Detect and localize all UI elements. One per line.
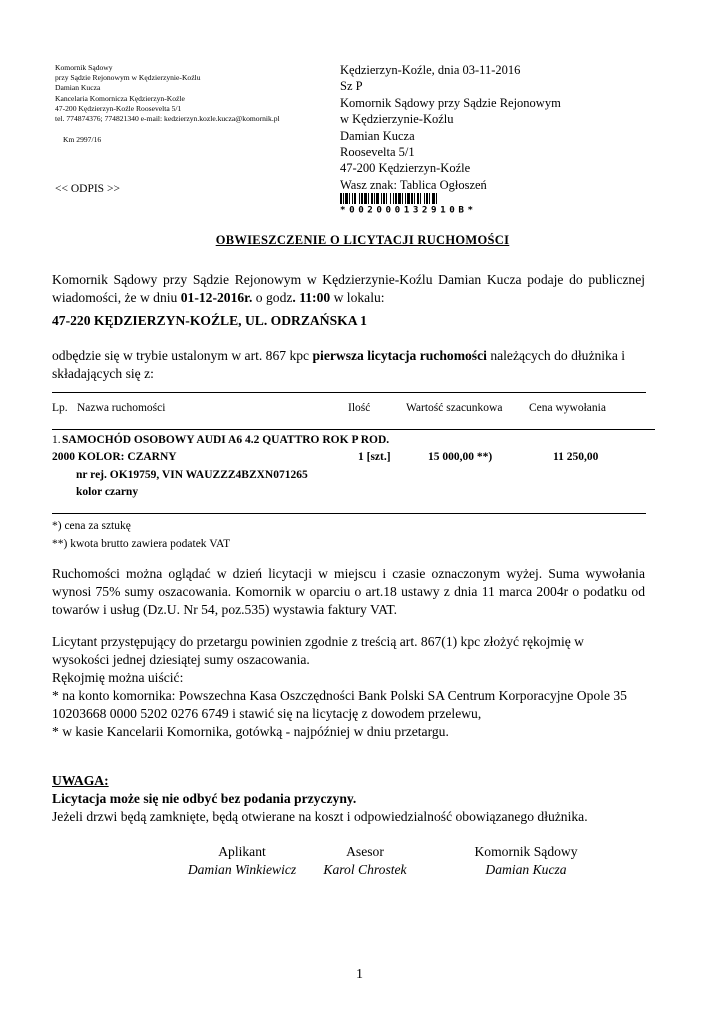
barcode-bar: [359, 193, 360, 204]
case-number: Km 2997/16: [63, 135, 102, 144]
barcode-bar: [414, 193, 415, 204]
col-price: Cena wywołania: [529, 402, 606, 414]
col-qty: Ilość: [348, 402, 371, 414]
deposit-line: Licytant przystępujący do przetargu powinien zgodnie z treścią art. 867(1) kpc złożyć rękojmię w: [52, 634, 584, 649]
barcode: [340, 193, 475, 213]
barcode-bar: [398, 193, 401, 204]
auction-text: należących do dłużnika i składających się z:: [52, 348, 626, 381]
recipient-line: Damian Kucza: [340, 128, 415, 143]
warning-block: [52, 772, 692, 826]
barcode-bar: [349, 193, 350, 204]
footnote: **) kwota brutto zawiera podatek VAT: [52, 538, 231, 550]
auction-paragraph: [52, 347, 652, 383]
barcode-bar: [407, 193, 410, 204]
signature-name: Damian Kucza: [485, 862, 567, 877]
deposit-line: 10203668 0000 5202 0276 6749 i stawić się na licytację z dowodem przelewu,: [52, 706, 482, 721]
barcode-bar: [361, 193, 363, 204]
warning-text: Jeżeli drzwi będą zamknięte, będą otwierane na koszt i odpowiedzialność obowiązanego dłużnika.: [52, 809, 588, 824]
signature-komornik: [456, 843, 596, 879]
barcode-bar: [411, 193, 413, 204]
signature-role: Komornik Sądowy: [474, 844, 578, 859]
signature-role: Asesor: [346, 844, 384, 859]
recipient-line: w Kędzierzynie-Koźlu: [340, 112, 454, 127]
warning-bold: Licytacja może się nie odbyć bez podania przyczyny.: [52, 791, 357, 806]
barcode-bar: [376, 193, 379, 204]
barcode-bar: [345, 193, 348, 204]
issuer-line: przy Sądzie Rejonowym w Kędzierzynie-Koźlu: [55, 73, 201, 83]
barcode-bar: [417, 193, 419, 204]
auction-address: 47-220 KĘDZIERZYN-KOŹLE, UL. ODRZAŃSKA 1: [52, 313, 367, 328]
recipient-line: Wasz znak: Tablica Ogłoszeń: [340, 177, 487, 192]
document-title: OBWIESZCZENIE O LICYTACJI RUCHOMOŚCI: [215, 233, 510, 247]
signature-asesor: [300, 843, 430, 879]
table-rule: [52, 513, 646, 514]
row-name-line2: 2000 KOLOR: CZARNY: [52, 451, 177, 463]
barcode-bar: [386, 193, 387, 204]
page-number: 1: [356, 967, 363, 982]
issuer-line: Damian Kucza: [55, 83, 101, 93]
auction-date: 01-12-2016r.: [180, 290, 253, 305]
row-name-line1: SAMOCHÓD OSOBOWY AUDI A6 4.2 QUATTRO ROK P ROD.: [62, 434, 390, 446]
col-lp: Lp.: [52, 402, 68, 414]
barcode-bar: [393, 193, 394, 204]
barcode-bar: [368, 193, 369, 204]
barcode-bar: [426, 193, 428, 204]
barcode-bar: [432, 193, 435, 204]
barcode-bar: [371, 193, 373, 204]
deposit-line: Rękojmię można uiścić:: [52, 670, 184, 685]
auction-type: pierwsza licytacja ruchomości: [312, 348, 487, 363]
deposit-line: * w kasie Kancelarii Komornika, gotówką - najpóźniej w dniu przetargu.: [52, 724, 449, 739]
table-rule: [52, 429, 655, 430]
issuer-line: 47-200 Kędzierzyn-Koźle Roosevelta 5/1: [55, 103, 182, 113]
intro-paragraph: [52, 271, 645, 307]
intro-text: w lokalu:: [330, 290, 385, 305]
footnote: *) cena za sztukę: [52, 520, 131, 532]
recipient-line: Komornik Sądowy przy Sądzie Rejonowym: [340, 95, 561, 110]
recipient-line: Sz P: [340, 79, 363, 94]
table-row: [52, 433, 652, 503]
warning-heading: UWAGA:: [52, 773, 109, 788]
copy-mark: << ODPIS >>: [55, 183, 120, 195]
table-header: [52, 401, 652, 417]
deposit-paragraph: [52, 633, 692, 741]
row-lp: 1.: [52, 434, 61, 446]
barcode-bar: [383, 193, 385, 204]
row-name-line3: nr rej. OK19759, VIN WAUZZZ4BZXN071265: [76, 469, 308, 481]
barcode-bar: [390, 193, 391, 204]
footnotes: [52, 517, 230, 553]
signature-role: Aplikant: [218, 844, 266, 859]
intro-text: Komornik Sądowy przy Sądzie Rejonowym w Kędzierzynie-Koźlu Damian Kucza podaje do publicznej wiadomości, że w dniu: [52, 272, 645, 305]
barcode-bar: [402, 193, 403, 204]
barcode-bar: [381, 193, 382, 204]
deposit-line: wysokości jednej dziesiątej sumy oszacowania.: [52, 652, 310, 667]
barcode-text: *002000132910B*: [340, 204, 473, 213]
issuer-line: tel. 774874376; 774821340 e-mail: kedzierzyn.kozle.kucza@komornik.pl: [55, 114, 280, 124]
recipient-line: Roosevelta 5/1: [340, 145, 415, 160]
issuer-line: Kancelaria Komornicza Kędzierzyn-Koźle: [55, 93, 185, 103]
barcode-bar: [343, 193, 344, 204]
barcode-bar: [364, 193, 367, 204]
issuer-line: Komornik Sądowy: [55, 63, 113, 72]
auction-text: odbędzie się w trybie ustalonym w art. 867 kpc: [52, 348, 313, 363]
barcode-bar: [405, 193, 406, 204]
inspection-paragraph: Ruchomości można oglądać w dzień licytacji w miejscu i czasie oznaczonym wyżej. Suma wywołania wynosi 75% sumy oszacowania. Komornik w oparciu o art.18 ustawy z dnia 11 marca 2004r o podatku od towarów i usług (Dz.U. Nr 54, poz.535) wystawia faktury VAT.: [52, 566, 645, 617]
deposit-line: * na konto komornika: Powszechna Kasa Oszczędności Bank Polski SA Centrum Korporacyjne Opole 35: [52, 688, 627, 703]
recipient-line: Kędzierzyn-Koźle, dnia 03-11-2016: [340, 63, 521, 77]
barcode-bar: [354, 193, 356, 204]
issuer-block: [55, 63, 325, 124]
recipient-block: [340, 62, 640, 193]
barcode-bar: [395, 193, 397, 204]
intro-text: o godz: [252, 290, 293, 305]
signature-aplikant: [172, 843, 312, 879]
col-value: Wartość szacunkowa: [406, 402, 503, 414]
signature-name: Karol Chrostek: [323, 862, 407, 877]
signature-name: Damian Winkiewicz: [187, 862, 297, 877]
row-name-line4: kolor czarny: [76, 486, 139, 498]
barcode-bar: [436, 193, 437, 204]
col-name: Nazwa ruchomości: [77, 402, 166, 414]
row-price: 11 250,00: [553, 451, 599, 463]
barcode-bar: [374, 193, 375, 204]
barcode-bar: [424, 193, 425, 204]
row-qty: 1 [szt.]: [358, 451, 391, 463]
table-rule: [52, 392, 646, 393]
barcode-bar: [340, 193, 342, 204]
barcode-bar: [420, 193, 421, 204]
auction-time: . 11:00: [292, 290, 331, 305]
barcode-bar: [352, 193, 353, 204]
barcode-bar: [429, 193, 430, 204]
row-value: 15 000,00 **): [428, 451, 493, 463]
recipient-line: 47-200 Kędzierzyn-Koźle: [340, 161, 471, 176]
